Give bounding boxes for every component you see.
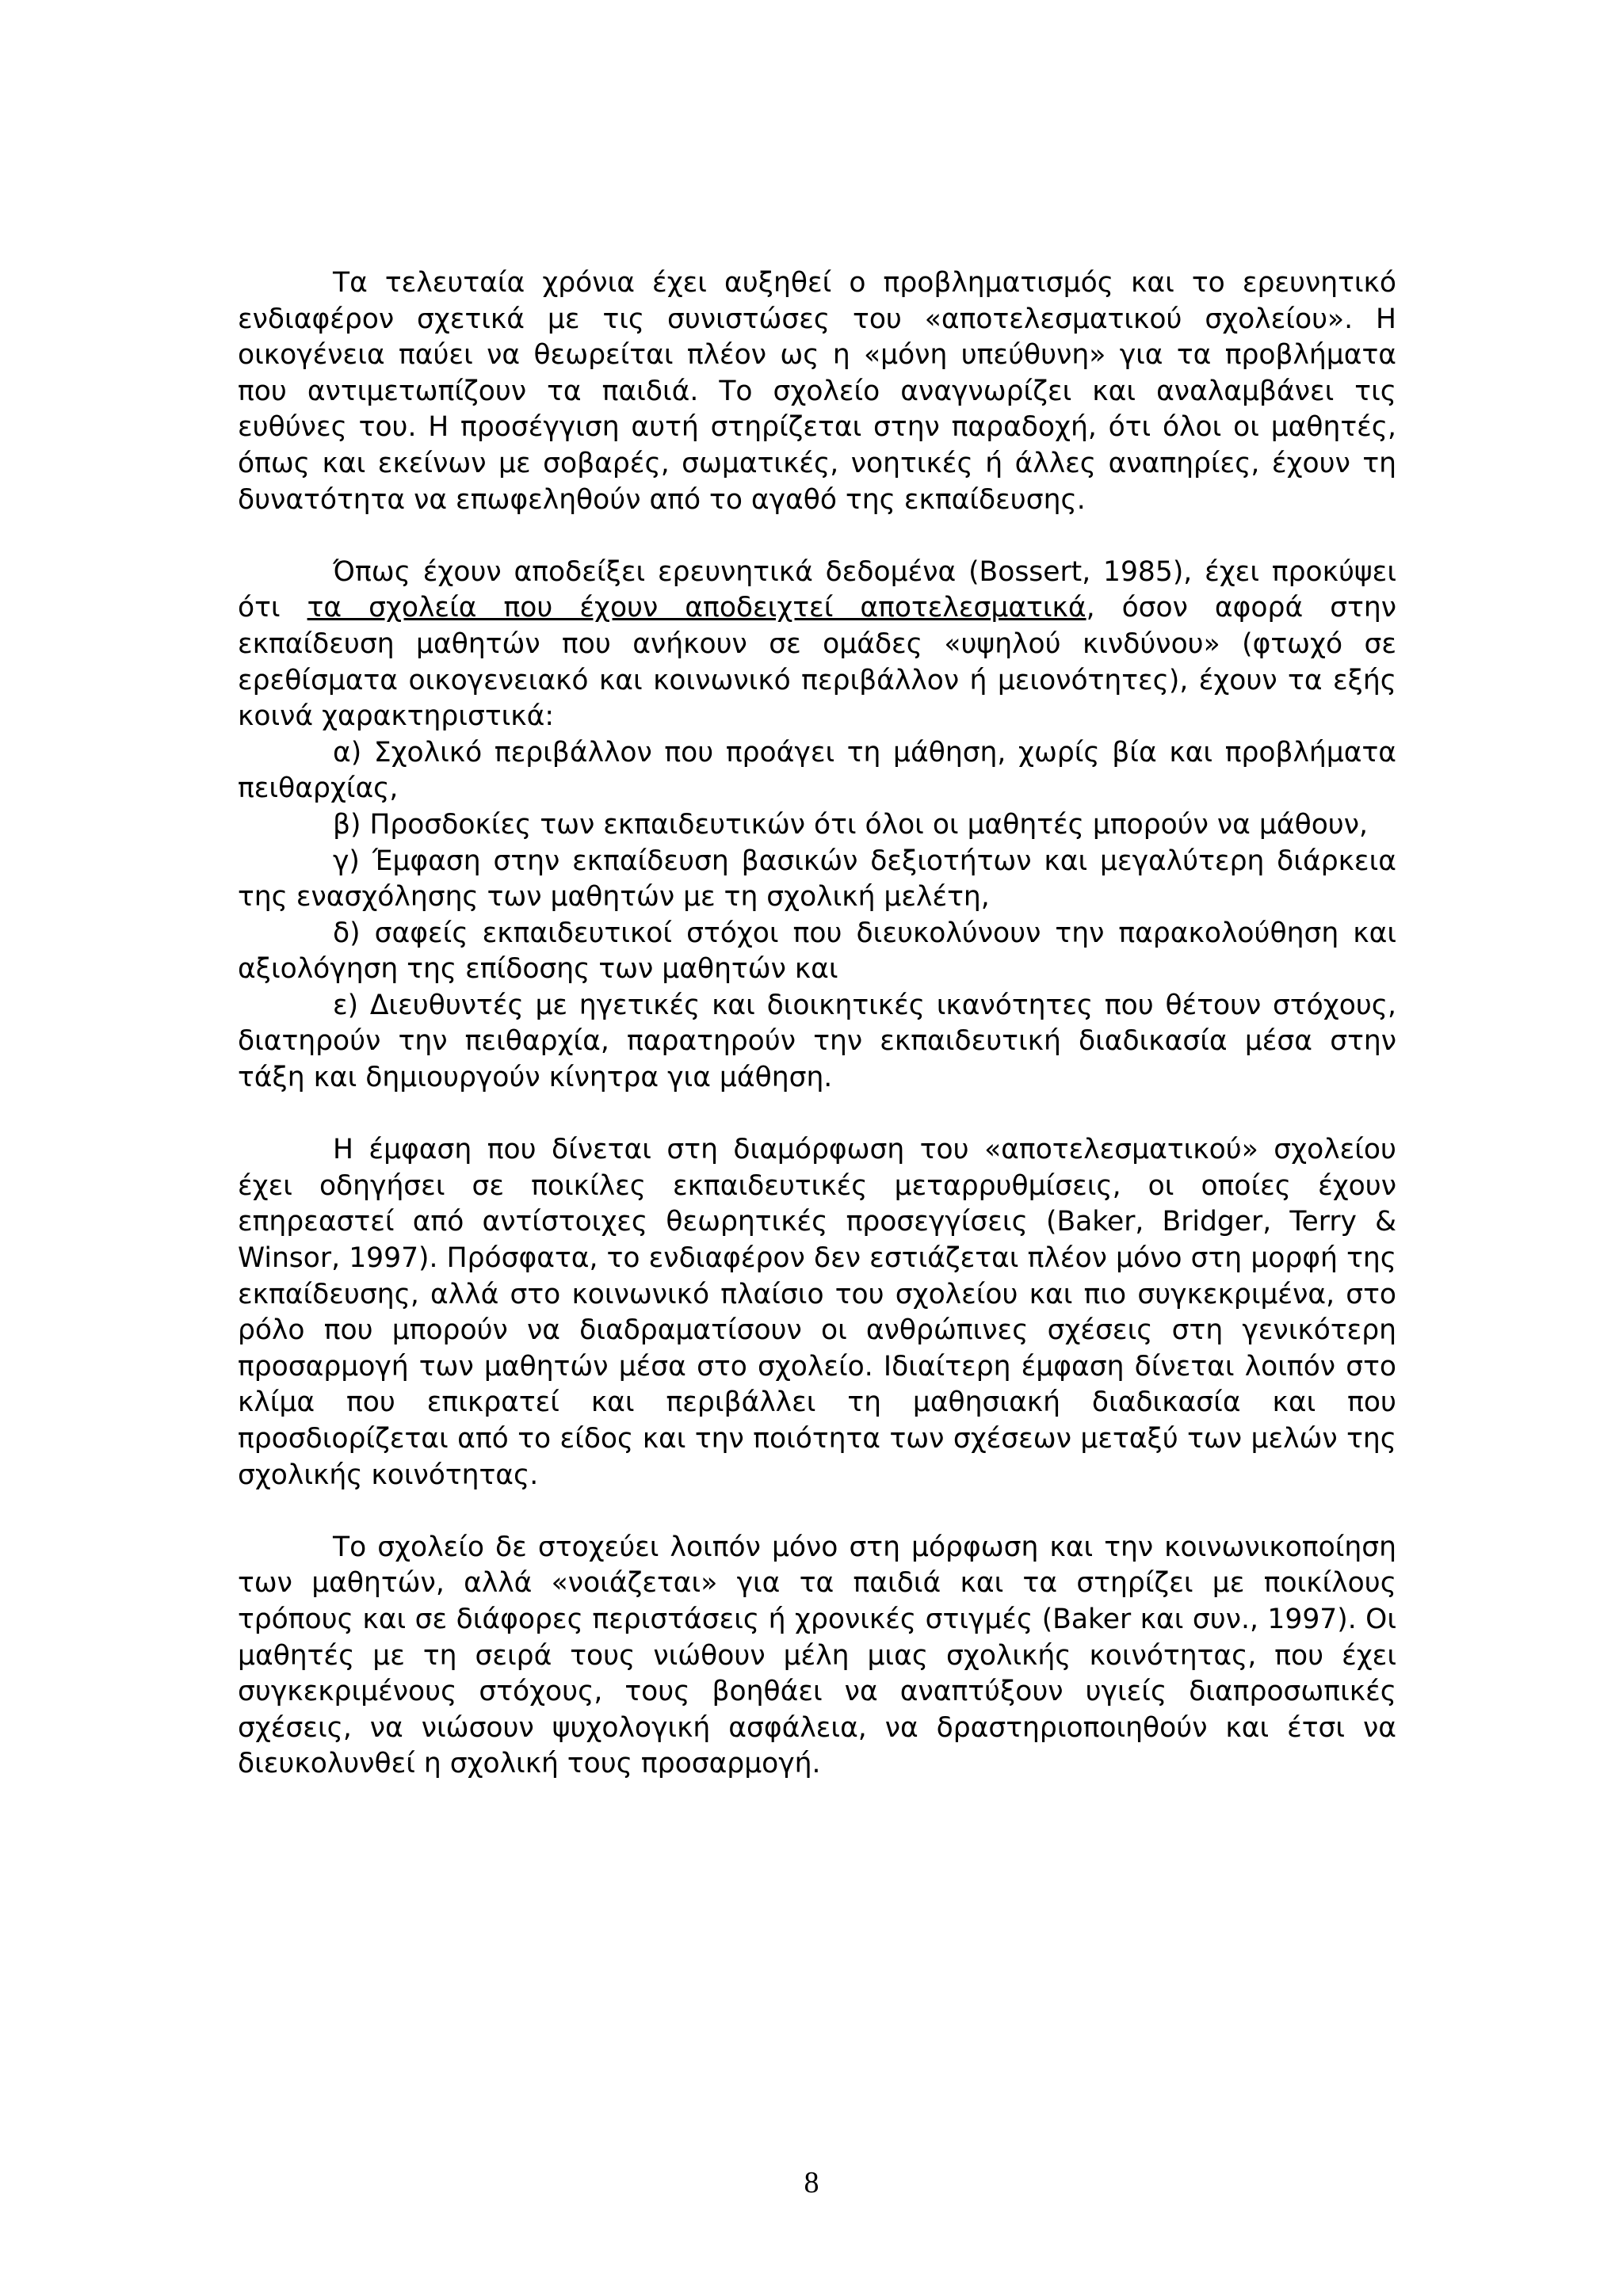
list-item-e: ε) Διευθυντές με ηγετικές και διοικητικές ικανότητες που θέτουν στόχους, διατηρούν την πειθαρχία, παρατηρούν την εκπαιδευτική διαδικασία μέσα στην τάξη και δημιουργούν κίνητρα για μάθηση. bbox=[238, 989, 1396, 1094]
underlined-phrase: τα σχολεία που έχουν αποδειχτεί αποτελεσματικά bbox=[307, 592, 1086, 624]
paragraph-research-start: Όπως έχουν αποδείξει ερευνητικά δεδομένα (Bossert, 1985), έχει προκύψει ότι bbox=[238, 555, 1396, 624]
paragraph-research-end: , όσον αφορά στην εκπαίδευση μαθητών που ανήκουν σε ομάδες «υψηλού κινδύνου» (φτωχό σε ερεθίσματα οικογενειακό και κοινωνικό περιβάλλον ή μειονότητες), έχουν τα εξής κοινά χαρακτηριστικά: bbox=[238, 592, 1396, 733]
page-number: 8 bbox=[804, 2166, 819, 2199]
list-item-c: γ) Έμφαση στην εκπαίδευση βασικών δεξιοτήτων και μεγαλύτερη διάρκεια της ενασχόλησης των μαθητών με τη σχολική μελέτη, bbox=[238, 845, 1396, 913]
paragraph-school-care: Το σχολείο δε στοχεύει λοιπόν μόνο στη μόρφωση και την κοινωνικοποίηση των μαθητών, αλλά «νοιάζεται» για τα παιδιά και τα στηρίζει με ποικίλους τρόπους και σε διάφορες περιστάσεις ή χρονικές στιγμές (Baker και συν., 1997). Οι μαθητές με τη σειρά τους νιώθουν μέλη μιας σχολικής κοινότητας, που έχει συγκεκριμένους στόχους, τους βοηθάει να αναπτύξουν υγιείς διαπροσωπικές σχέσεις, να νιώσουν ψυχολογική ασφάλεια, να δραστηριοποιηθούν και έτσι να διευκολυνθεί η σχολική τους προσαρμογή. bbox=[238, 1531, 1396, 1780]
paragraph-research bbox=[238, 555, 1396, 735]
paragraph-intro: Τα τελευταία χρόνια έχει αυξηθεί ο προβληματισμός και το ερευνητικό ενδιαφέρον σχετικά με τις συνιστώσες του «αποτελεσματικού σχολείου». Η οικογένεια παύει να θεωρείται πλέον ως η «μόνη υπεύθυνη» για τα προβλήματα που αντιμετωπίζουν τα παιδιά. Το σχολείο αναγνωρίζει και αναλαμβάνει τις ευθύνες του. Η προσέγγιση αυτή στηρίζεται στην παραδοχή, ότι όλοι οι μαθητές, όπως και εκείνων με σοβαρές, σωματικές, νοητικές ή άλλες αναπηρίες, έχουν τη δυνατότητα να επωφεληθούν από το αγαθό της εκπαίδευσης. bbox=[238, 267, 1396, 516]
list-item-b: β) Προσδοκίες των εκπαιδευτικών ότι όλοι οι μαθητές μπορούν να μάθουν, bbox=[333, 808, 1368, 841]
list-item-a: α) Σχολικό περιβάλλον που προάγει τη μάθηση, χωρίς βία και προβλήματα πειθαρχίας, bbox=[238, 736, 1396, 805]
paragraph-emphasis: Η έμφαση που δίνεται στη διαμόρφωση του «αποτελεσματικού» σχολείου έχει οδηγήσει σε ποικίλες εκπαιδευτικές μεταρρυθμίσεις, οι οποίες έχουν επηρεαστεί από αντίστοιχες θεωρητικές προσεγγίσεις (Baker, Bridger, Terry & Winsor, 1997). Πρόσφατα, το ενδιαφέρον δεν εστιάζεται πλέον μόνο στη μορφή της εκπαίδευσης, αλλά στο κοινωνικό πλαίσιο του σχολείου και πιο συγκεκριμένα, στο ρόλο που μπορούν να διαδραματίσουν οι ανθρώπινες σχέσεις στη γενικότερη προσαρμογή των μαθητών μέσα στο σχολείο. Ιδιαίτερη έμφαση δίνεται λοιπόν στο κλίμα που επικρατεί και περιβάλλει τη μαθησιακή διαδικασία και που προσδιορίζεται από το είδος και την ποιότητα των σχέσεων μεταξύ των μελών της σχολικής κοινότητας. bbox=[238, 1134, 1396, 1491]
list-item-d: δ) σαφείς εκπαιδευτικοί στόχοι που διευκολύνουν την παρακολούθηση και αξιολόγηση της επίδοσης των μαθητών και bbox=[238, 917, 1396, 986]
document-body bbox=[238, 265, 1396, 1783]
